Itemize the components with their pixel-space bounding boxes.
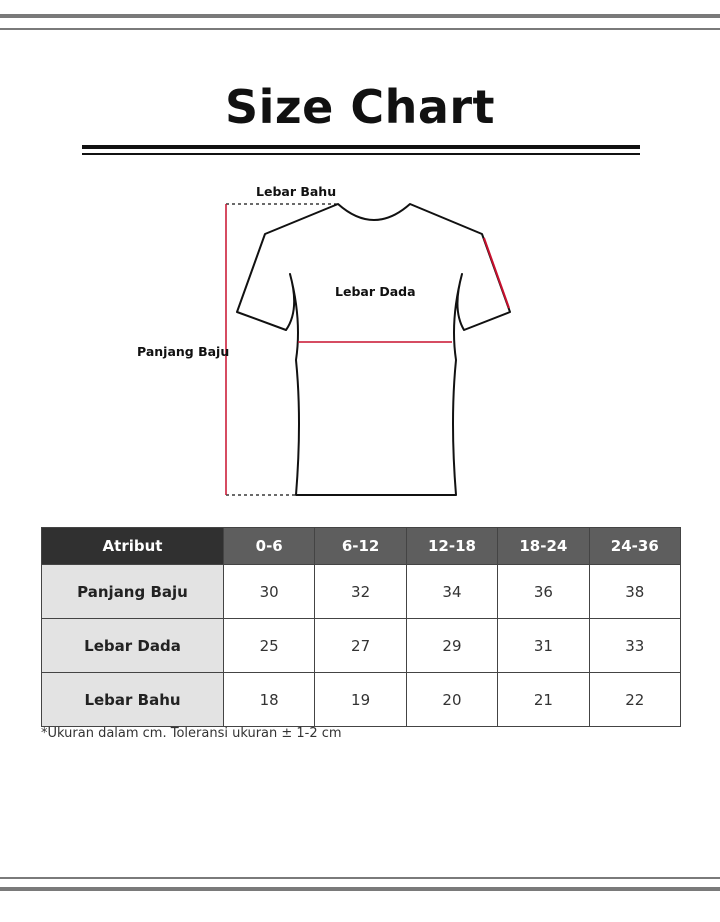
header-size-18-24: 18-24: [498, 528, 589, 565]
top-frame-line-inner: [0, 28, 720, 30]
top-frame-line-outer: [0, 14, 720, 18]
header-size-0-6: 0-6: [224, 528, 315, 565]
label-shoulder-width: Lebar Bahu: [256, 184, 337, 199]
table-cell: 30: [224, 565, 315, 619]
table-header-row: [42, 528, 681, 565]
header-size-12-18: 12-18: [406, 528, 497, 565]
table-cell: 18: [224, 673, 315, 727]
label-body-length: Panjang Baju: [137, 344, 230, 359]
sleeve-measure-line: [484, 238, 509, 308]
table-cell: 22: [589, 673, 680, 727]
table-cell: 32: [315, 565, 406, 619]
table-cell: 38: [589, 565, 680, 619]
header-size-24-36: 24-36: [589, 528, 680, 565]
title-rule-thin: [82, 153, 640, 155]
table-cell: 27: [315, 619, 406, 673]
table-cell: 36: [498, 565, 589, 619]
header-size-6-12: 6-12: [315, 528, 406, 565]
bottom-frame-line-inner: [0, 877, 720, 879]
label-chest-width: Lebar Dada: [335, 284, 416, 299]
table-cell: 19: [315, 673, 406, 727]
page-title: Size Chart: [224, 80, 496, 134]
bottom-frame-line-outer: [0, 887, 720, 891]
table-cell: 25: [224, 619, 315, 673]
tshirt-diagram: [0, 170, 720, 510]
table-row: [42, 619, 681, 673]
table-cell: 29: [406, 619, 497, 673]
table-cell: 33: [589, 619, 680, 673]
tshirt-outline: [237, 204, 510, 495]
row-label-length: Panjang Baju: [42, 565, 224, 619]
table-cell: 20: [406, 673, 497, 727]
size-table: [41, 527, 681, 727]
table-cell: 21: [498, 673, 589, 727]
table-cell: 31: [498, 619, 589, 673]
title-rule-thick: [82, 145, 640, 149]
table-row: [42, 565, 681, 619]
table-cell: 34: [406, 565, 497, 619]
row-label-chest: Lebar Dada: [42, 619, 224, 673]
header-attribute: Atribut: [42, 528, 224, 565]
table-row: [42, 673, 681, 727]
row-label-shoulder: Lebar Bahu: [42, 673, 224, 727]
tolerance-note: *Ukuran dalam cm. Toleransi ukuran ± 1-2 cm: [41, 726, 342, 741]
